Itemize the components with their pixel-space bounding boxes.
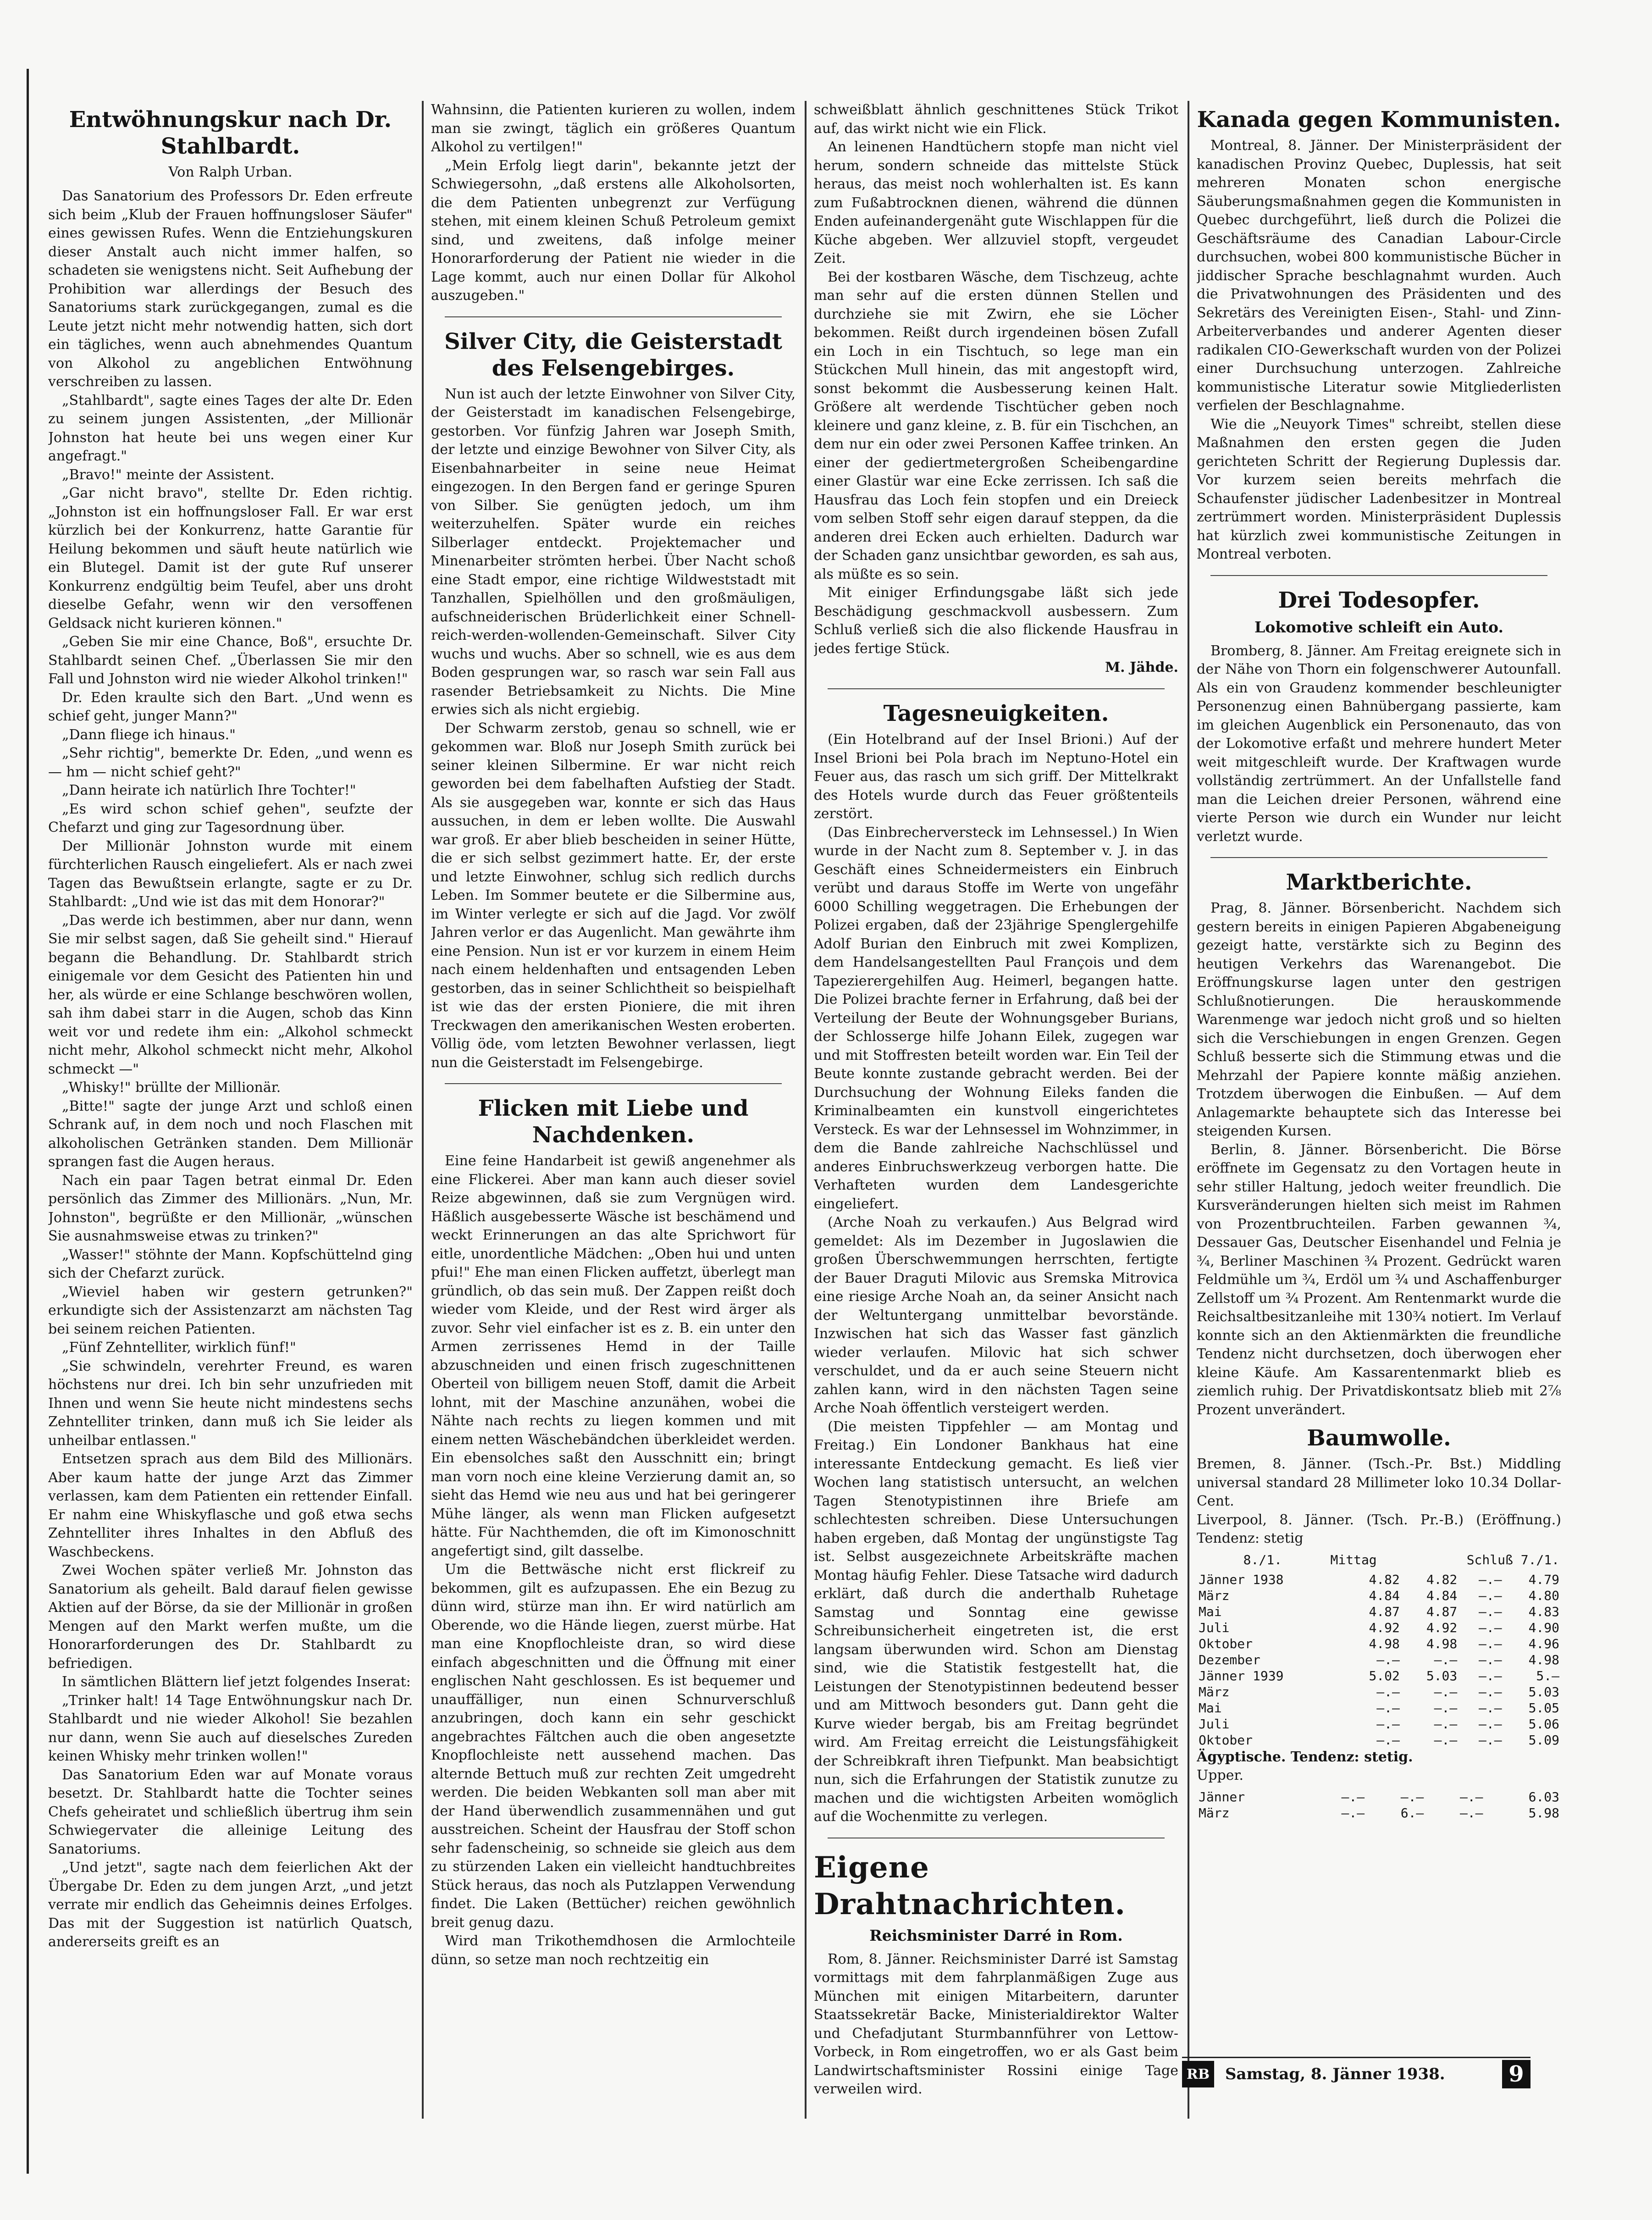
paragraph: „Wieviel haben wir gestern getrunken?" erkundigte sich der Assistenzarzt am nächsten Tag bei seinem reichen Patienten. (48, 1284, 413, 1337)
section-title: Marktberichte. (1286, 869, 1472, 895)
section-divider (1210, 575, 1547, 576)
paragraph: „Und jetzt", sagte nach dem feierlichen Akt der Übergabe Dr. Eden zu dem jungen Arzt, „und jetzt verrate mir endlich das Geheimnis deines Erfolges. Das mit der Suggestion ist natürlich Quatsch, andererseits greift es an (48, 1860, 413, 1950)
table-row (1197, 1789, 1561, 1805)
table-cell-value: —.— (1434, 1652, 1458, 1667)
article-title: Flicken mit Liebe und Nachdenken. (478, 1096, 749, 1148)
table-cell-label: März (1199, 1588, 1230, 1603)
table-cell-value: 5.03 (1426, 1668, 1458, 1683)
table-cell-value: 4.87 (1426, 1604, 1458, 1619)
cotton-price-table (1197, 1552, 1561, 1568)
table-cell-label: Jänner (1199, 1789, 1245, 1805)
table-cell-value: —.— (1376, 1652, 1400, 1667)
paragraph: „Trinker halt! 14 Tage Entwöhnungskur nach Dr. Stahlbardt und nie wieder Alkohol! Sie bezahlen nur dann, wenn Sie auch auf dieselsches Zureden keinen Whisky mehr trinken wollen!" (48, 1692, 413, 1764)
table-cell-value: 4.92 (1426, 1620, 1458, 1635)
table-cell-label: Oktober (1199, 1732, 1253, 1748)
paragraph: Bremen, 8. Jänner. (Tsch.-Pr. Bst.) Middling universal standard 28 Millimeter loko 10.34 Dollar-Cent. (1197, 1456, 1561, 1509)
paragraph: „Fünf Zehntelliter, wirklich fünf!" (62, 1340, 296, 1356)
paragraph: (Das Einbrecherversteck im Lehnsessel.) In Wien wurde in der Nacht zum 8. September v. J. in das Geschäft eines Schneidermeisters ein Einbruch verübt und daraus Stoffe im Werte von ungefähr 6000 Schilling weggetragen. Die Erhebungen der Polizei ergaben, daß der 23jährige Spenglergehilfe Adolf Burian den Einbruch mit zwei Komplizen, dem Handelsangestellten Paul François und dem Tapezierergehilfen Aug. Heimerl, begangen hatte. Die Polizei brachte ferner in Erfahrung, daß bei der Verteilung der Beute der Wohnungsgeber Burians, der Schlosserge hilfe Johann Eilek, zugegen war und mit Stoffresten beteilt worden war. Ein Teil der Beute konnte zustande gebracht werden. Bei der Durchsuchung der Wohnung Eileks fanden die Kriminalbeamten ein kunstvoll eingerichtetes Versteck. Es war der Lehnsessel im Wohnzimmer, in dem die Bande zahlreiche Nachschlüssel und anderes Einbruchswerkzeug verborgen hatte. Die Verhafteten wurden dem Landesgerichte eingeliefert. (814, 824, 1178, 1212)
section-title: Baumwolle. (1307, 1425, 1451, 1451)
table-cell-value: 4.96 (1528, 1636, 1559, 1651)
table-cell-value: 4.79 (1528, 1572, 1559, 1587)
paragraph: Dr. Eden kraulte sich den Bart. „Und wenn es schief geht, junger Mann?" (48, 689, 413, 724)
table-cell-value: —.— (1376, 1732, 1400, 1748)
paragraph: (Die meisten Tippfehler — am Montag und Freitag.) Ein Londoner Bankhaus hat eine interessante Entdeckung gemacht. Es ließ vier Wochen lang statistisch untersucht, an welchen Tagen Stenotypistinnen ihre Briefe am schlechtesten schreiben. Diese Untersuchungen haben ergeben, daß Montag der ungünstigste Tag ist. Selbst ausgezeichnete Arbeitskräfte machen Montag häufig Fehler. Diese Tatsache wird dadurch erklärt, daß durch die anderthalb Ruhetage Samstag und Sonntag eine gewisse Schreibunsicherheit eingetreten ist, die erst langsam überwunden wird. Schon am Dienstag sind, wie die Statistik festgestellt hat, die Leistungen der Stenotypistinnen bedeutend besser und am Mittwoch besonders gut. Dann geht die Kurve wieder bergab, bis am Freitag begründet wird. Am Freitag erreicht die Leistungsfähigkeit der Schreibkraft ihren Tiefpunkt. Man beabsichtigt nun, sich die Erfahrungen der Statistik zunutze zu machen und die wichtigsten Arbeiten womöglich auf die Wochenmitte zu verlegen. (814, 1418, 1178, 1825)
table-cell-value: 4.82 (1426, 1572, 1458, 1587)
table-cell-value: 4.87 (1369, 1604, 1400, 1619)
paragraph: Entsetzen sprach aus dem Bild des Millionärs. Aber kaum hatte der junge Arzt das Zimmer verlassen, kam dem Patienten ein rettender Einfall. Er nahm eine Whiskyflasche und goß etwa sechs Zehntelliter ihres Inhaltes in den Abfluß des Waschbeckens. (48, 1451, 413, 1560)
paragraph: Nach ein paar Tagen betrat einmal Dr. Eden persönlich das Zimmer des Millionärs. „Nun, Mr. Johnston", begrüßte er den Millionär, „wünschen Sie ausnahmsweise etwas zu trinken?" (48, 1172, 413, 1244)
table-cell-label: Jänner 1938 (1199, 1572, 1284, 1587)
table-row (1197, 1636, 1561, 1652)
cotton-price-rows (1197, 1572, 1561, 1748)
paragraph: Prag, 8. Jänner. Börsenbericht. Nachdem sich gestern bereits in einigen Papieren Abgabeneigung gezeigt hatte, verstärkte sich zu Beginn des heutigen Verkehrs das Warenangebot. Die Eröffnungskurse lagen unter den gestrigen Schlußnotierungen. Die herauskommende Warenmenge war jedoch nicht groß und so hielten sich die Verschiebungen in engen Grenzen. Gegen Schluß besserte sich die Stimmung etwas und die Mehrzahl der Papiere konnte mäßig anziehen. Trotzdem überwogen die Einbußen. — Auf dem Anlagemarkte behauptete sich das Interesse bei steigenden Kursen. (1197, 900, 1561, 1139)
table-cell-label: Oktober (1199, 1636, 1253, 1651)
paragraph: Liverpool, 8. Jänner. (Tsch. Pr.-B.) (Eröffnung.) Tendenz: stetig (1197, 1511, 1561, 1546)
table-cell-value: —.— (1479, 1652, 1502, 1667)
egypt-price-rows (1197, 1789, 1561, 1821)
column-4 (1197, 101, 1561, 2045)
table-row (1197, 1716, 1561, 1732)
table-row (1197, 1620, 1561, 1636)
column-2 (431, 101, 796, 2119)
paragraph: Der Schwarm zerstob, genau so schnell, wie er gekommen war. Bloß nur Joseph Smith zurück bei seiner kleinen Silbermine. Er war nicht reich geworden bei dem fabelhaften Aufstieg der Stadt. Als sie ausgegeben war, konnte er sich das Haus aussuchen, in dem er leben wollte. Die Auswahl war groß. Er aber blieb bescheiden in seiner Hütte, die er sich selbst gezimmert hatte. Er, der erste und letzte Einwohner, schlug sich redlich durchs Leben. Im Sommer beutete er die Silbermine aus, im Winter verlegte er sich auf die Jagd. Vor zwölf Jahren verlor er das Augenlicht. Man gewährte ihm eine Pension. Nun ist er vor kurzem in einem Heim nach einem heldenhaften und entsagenden Leben gestorben, das in seiner Schlichtheit so beispielhaft ist wie das der ersten Pioniere, die mit ihren Treckwagen den amerikanischen Westen eroberten. Völlig öde, vom letzten Bewohner verlassen, liegt nun die Geisterstadt im Felsengebirge. (431, 720, 796, 1071)
paragraph: Bromberg, 8. Jänner. Am Freitag ereignete sich in der Nähe von Thorn ein folgenschwerer Autounfall. Als ein von Graudenz kommender beschleunigter Personenzug einen Bahnübergang passierte, kam im gleichen Augenblick ein Personenauto, das von der Lokomotive erfaßt und mehrere hundert Meter weit mitgeschleift wurde. Der Kraftwagen wurde vollständig zertrümmert. An der Unfallstelle fand man die Leichen dreier Personen, während eine vierte Person wie durch ein Wunder nur leicht verletzt wurde. (1197, 642, 1561, 845)
article-title: Entwöhnungskur nach Dr. Stahlbardt. (69, 107, 392, 159)
table-row (1197, 1700, 1561, 1716)
table-cell-value: 5.02 (1369, 1668, 1400, 1683)
table-row (1197, 1668, 1561, 1684)
table-cell-value: 4.98 (1528, 1652, 1559, 1667)
table-cell-value: 4.83 (1528, 1604, 1559, 1619)
paragraph: Nun ist auch der letzte Einwohner von Silver City, der Geisterstadt im kanadischen Felsengebirge, gestorben. Vor fünfzig Jahren war Joseph Smith, der letzte und einzige Bewohner von Silver City, als Eisenbahnarbeiter in seine neue Heimat eingezogen. In den Bergen fand er geringe Spuren von Silber. Sie genügten jedoch, um ihm weiterzuhelfen. Später wurde ein reiches Silberlager entdeckt. Projektemacher und Minenarbeiter strömten herbei. Über Nacht schoß eine Stadt empor, eine richtige Wildweststadt mit Tanzhallen, Spielhöllen und den großmäuligen, aufschneiderischen Brüderlichkeit einer Schnell-reich-werden-wollenden-Gemeinschaft. Silver City wuchs und wuchs. Aber so schnell, wie es aus dem Boden gesprungen war, so rasch war sein Fall aus rasender Betriebsamkeit zu Nichts. Die Mine erwies sich als nicht ergiebig. (431, 386, 796, 718)
article-title: Drei Todesopfer. (1278, 587, 1480, 613)
table-cell-value: —.— (1479, 1716, 1502, 1732)
table-header: 8./1. (1243, 1552, 1282, 1567)
table-cell-value: —.— (1479, 1572, 1502, 1587)
table-cell-value: 5.09 (1528, 1732, 1559, 1748)
article-subtitle: Lokomotive schleift ein Auto. (1254, 618, 1503, 636)
newspaper-logo: RB (1182, 2061, 1214, 2087)
table-cell-value: 4.92 (1369, 1620, 1400, 1635)
paragraph: An leinenen Handtüchern stopfe man nicht viel herum, sondern schneide das mittelste Stück heraus, das meist noch wohlerhalten ist. Es kann zum Fußabtrocknen dienen, während die dünnen Enden aufeinandergenäht gute Wischlappen für die Küche abgeben. Wer allzuviel stopft, vergeudet Zeit. (814, 139, 1178, 266)
table-cell-value: 4.80 (1528, 1588, 1559, 1603)
table-cell-label: März (1199, 1684, 1230, 1700)
table-cell-label: Mai (1199, 1700, 1222, 1716)
paragraph: „Whisky!" brüllte der Millionär. (62, 1080, 281, 1096)
paragraph: Wird man Trikothemdhosen die Armlochteile dünn, so setze man noch rechtzeitig ein (431, 1933, 796, 1968)
column-1 (48, 101, 413, 2119)
table-cell-value: —.— (1479, 1732, 1502, 1748)
table-cell-value: —.— (1400, 1789, 1424, 1805)
paragraph: Wie die „Neuyork Times" schreibt, stellen diese Maßnahmen den ersten gegen die Juden gerichteten Schritt der Regierung Duplessis dar. Vor kurzem seien bereits mehrfach die Schaufenster jüdischer Ladenbesitzer in Montreal zertrümmert worden. Ministerpräsident Duplessis hat kürzlich zwei kommunistische Zeitungen in Montreal verboten. (1197, 416, 1561, 562)
paragraph: Rom, 8. Jänner. Reichsminister Darré ist Samstag vormittags mit dem fahrplanmäßigen Zuge aus München mit einigen Mitarbeitern, darunter Staatssekretär Backe, Ministerialdirektor Walter und Chefadjutant Sturmbannführer von Lettow-Vorbeck, in Rom eingetroffen, wo er als Gast beim Landwirtschaftsminister Rossini einige Tage verweilen wird. (814, 1951, 1178, 2097)
table-cell-value: 6.03 (1528, 1789, 1559, 1805)
column-divider (422, 101, 424, 2119)
column-3 (814, 101, 1178, 2119)
table-cell-value: —.— (1479, 1700, 1502, 1716)
page-footer (1182, 2057, 1530, 2090)
column-divider (805, 101, 807, 2119)
table-cell-value: —.— (1341, 1789, 1365, 1805)
author-signature: M. Jähde. (1105, 659, 1178, 675)
paragraph: Um die Bettwäsche nicht erst flickreif zu bekommen, gilt es aufzupassen. Ehe ein Bezug zu dünn wird, stürze man ihn. Er wird natürlich am Oberende, wo die Hände liegen, zuerst mürbe. Hat man eine Knopflochleiste dran, so wird diese einfach abgeschnitten und die Öffnung mit einer englischen Naht geschlossen. Es ist bequemer und unauffälliger, nun einen Schnurverschluß anzubringen, doch kann ein sehr geschickt angebrachtes Fältchen auch die oben angesetzte Knopflochleiste nett aussehend machen. Das alternde Bettuch muß zur rechten Zeit umgedreht werden. Die beiden Webkanten soll man aber mit der Hand überwendlich zusammennähen und gut ausstreichen. Scheint der Hausfrau der Stoff schon sehr fadenscheinig, so schneide sie gleich aus dem zu stürzenden Laken ein vielleicht handtuchbreites Stück heraus, das noch als Putzlappen Verwendung findet. Die Laken (Bettücher) reichen gewöhnlich breit genug dazu. (431, 1561, 796, 1931)
table-cell-value: —.— (1434, 1716, 1458, 1732)
paragraph: In sämtlichen Blättern lief jetzt folgendes Inserat: (62, 1674, 411, 1690)
table-row (1197, 1684, 1561, 1700)
column-divider (1188, 101, 1189, 2119)
table-cell-value: —.— (1479, 1684, 1502, 1700)
table-header: Mittag (1330, 1552, 1377, 1567)
table-cell-value: 4.98 (1426, 1636, 1458, 1651)
table-cell-value: 4.84 (1369, 1588, 1400, 1603)
section-divider (445, 1083, 782, 1084)
paragraph: Upper. (1197, 1767, 1244, 1783)
paragraph: Das Sanatorium Eden war auf Monate voraus besetzt. Dr. Stahlbardt hatte die Tochter seines Chefs geheiratet und schließlich übertrug ihm sein Schwiegervater die alleinige Leitung des Sanatoriums. (48, 1766, 413, 1857)
table-cell-value: 5.05 (1528, 1700, 1559, 1716)
article-title: Tagesneuigkeiten. (883, 701, 1109, 726)
paragraph: „Dann heirate ich natürlich Ihre Tochter!" (62, 782, 356, 798)
paragraph: Eine feine Handarbeit ist gewiß angenehmer als eine Flickerei. Aber man kann auch dieser soviel Reize abgewinnen, daß sie zum Vergnügen wird. Häßlich ausgebesserte Wäsche ist beschämend und weckt Erinnerungen an das alte Sprichwort für eitle, unordentliche Mädchen: „Oben hui und unten pfui!" Ehe man einen Flicken auffetzt, überlegt man gründlich, ob das sein muß. Der Zappen reißt doch wieder vom Kleide, und der Rest wird ärger als zuvor. Sehr viel einfacher ist es z. B. ein unter den Armen zerrissenes Hemd in der Taille abzuschneiden und einen frisch zugeschnittenen Oberteil von billigem neuen Stoff, damit die Arbeit lohnt, mit der Maschine anzunähen, wobei die Nähte nach rechts zu liegen kommen und mit einem netten Wäschebändchen überkleidet werden. Ein ebensolches saßt den Ausschnitt ein; bringt man vorn noch eine kleine Verzierung damit an, so sieht das Hemd wie neu aus und hat bei geringerer Mühe länger, als wenn man Flicken aufgesetzt hätte. Für Nachthemden, die oft im Kimonoschnitt angefertigt sind, gilt dasselbe. (431, 1153, 796, 1559)
paragraph: „Es wird schon schief gehen", seufzte der Chefarzt und ging zur Tagesordnung über. (48, 801, 413, 836)
table-cell-value: —.— (1434, 1700, 1458, 1716)
table-cell-value: —.— (1479, 1588, 1502, 1603)
table-row (1197, 1572, 1561, 1588)
table-cell-value: —.— (1479, 1620, 1502, 1635)
table-cell-value: 5.98 (1528, 1805, 1559, 1821)
paragraph: (Arche Noah zu verkaufen.) Aus Belgrad wird gemeldet: Als im Dezember in Jugoslawien die großen Überschwemmungen herrschten, fertigte der Bauer Draguti Milovic aus Sremska Mitrovica eine riesige Arche Noah an, da seiner Ansicht nach der Weltuntergang unmittelbar bevorstände. Inzwischen hat sich das Wasser fast gänzlich wieder verlaufen. Milovic hat sich schwer verschuldet, und da er auch seine Steuern nicht zahlen kann, wird in den nächsten Tagen seine Arche Noah öffentlich versteigert werden. (814, 1214, 1178, 1416)
table-row (1197, 1732, 1561, 1748)
table-cell-value: —.— (1434, 1684, 1458, 1700)
table-cell-value: —.— (1376, 1684, 1400, 1700)
table-cell-value: —.— (1376, 1716, 1400, 1732)
table-cell-value: —.— (1459, 1789, 1483, 1805)
section-divider (445, 316, 782, 317)
table-cell-value: 4.98 (1369, 1636, 1400, 1651)
paragraph: „Gar nicht bravo", stellte Dr. Eden richtig. „Johnston ist ein hoffnungsloser Fall. Er war erst kürzlich bei der Konkurrenz, hatte Garantie für Heilung bekommen und säuft heute natürlich wie ein Blutegel. Damit ist der gute Ruf unserer Konkurrenz endgültig beim Teufel, aber uns droht dieselbe Gefahr, wenn wir den versoffenen Geldsack nicht kurieren können." (48, 485, 413, 631)
paragraph: schweißblatt ähnlich geschnittenes Stück Trikot auf, das wirkt nicht wie ein Flick. (814, 102, 1178, 137)
table-cell-value: —.— (1434, 1732, 1458, 1748)
table-header: Schluß 7./1. (1466, 1552, 1559, 1567)
table-cell-label: Jänner 1939 (1199, 1668, 1284, 1683)
paragraph: „Mein Erfolg liegt darin", bekannte jetzt der Schwiegersohn, „daß erstens alle Alkoholsorten, die dem Patienten unbegrenzt zur Verfügung stehen, mit einem kleinen Schuß Petroleum gemixt sind, und zweitens, daß infolge meiner Honorarforderung der Patient nie wieder in die Lage kommt, auch nur einen Dollar für Alkohol auszugeben." (431, 157, 796, 304)
paragraph: Ägyptische. Tendenz: stetig. (1197, 1749, 1413, 1765)
table-header-row (1197, 1552, 1561, 1568)
article-title: Reichsminister Darré in Rom. (869, 1926, 1123, 1944)
table-row (1197, 1588, 1561, 1604)
paragraph: (Ein Hotelbrand auf der Insel Brioni.) Auf der Insel Brioni bei Pola brach im Neptuno-Hotel ein Feuer aus, das rasch um sich griff. Der Mittelkrakt des Hotels wurde durch das Feuer größtenteils zerstört. (814, 731, 1178, 822)
table-row (1197, 1604, 1561, 1620)
section-divider (1210, 857, 1547, 858)
paragraph: „Geben Sie mir eine Chance, Boß", ersuchte Dr. Stahlbardt seinen Chef. „Überlassen Sie mir den Fall und Johnston wird nie wieder Alkohol trinken!" (48, 634, 413, 687)
paragraph: „Das werde ich bestimmen, aber nur dann, wenn Sie mir selbst sagen, daß Sie geheilt sind." Hierauf begann die Behandlung. Dr. Stahlbardt strich einigemale vor dem Gesicht des Patienten hin und her, als würde er eine Schlange beschwören wollen, sah ihm dabei starr in die Augen, schob das Kinn weit vor und redete ihm ein: „Alkohol schmeckt nicht mehr, Alkohol schmeckt nicht mehr, Alkohol schmeckt —" (48, 912, 413, 1077)
paragraph: Berlin, 8. Jänner. Börsenbericht. Die Börse eröffnete im Gegensatz zu den Vortagen heute in sehr stiller Haltung, jedoch weiter freundlich. Die Kursveränderungen hielten sich meist im Rahmen von Prozentbruchteilen. Farben gewannen ¾, Dessauer Gas, Deutscher Eisenhandel und Felnia je ¾, Berliner Maschinen ¾ Prozent. Gedrückt waren Feldmühle um ¾, Erdöl um ¾ und Aschaffenburger Zellstoff um ¾ Prozent. Am Rentenmarkt wurde die Reichsaltbesitzanleihe mit 130¾ notiert. Im Verlauf konnte sich an den Aktienmärkten die freundliche Tendenz nicht durchsetzen, doch überwogen eher kleine Käufe. Am Kassarentenmarkt blieb es ziemlich ruhig. Der Privatdiskontsatz blieb mit 2⅞ Prozent unverändert. (1197, 1141, 1561, 1418)
table-cell-value: 6.— (1400, 1805, 1424, 1821)
table-cell-label: Juli (1199, 1716, 1230, 1732)
paragraph: „Bitte!" sagte der junge Arzt und schloß einen Schrank auf, in dem noch und noch Flaschen mit alkoholischen Getränken standen. Dem Millionär sprangen fast die Augen heraus. (48, 1098, 413, 1170)
paragraph: Montreal, 8. Jänner. Der Ministerpräsident der kanadischen Provinz Quebec, Duplessis, hat seit mehreren Monaten schon energische Säuberungsmaßnahmen gegen die Kommunisten in Quebec durchgeführt, ließ durch die Polizei die Geschäftsräume des Canadian Labour-Circle durchsuchen, wobei 800 kommunistische Bücher in jiddischer Sprache beschlagnahmt wurden. Auch die Privatwohnungen des Präsidenten und des Sekretärs des Vereinigten Eisen-, Stahl- und Zinn-Arbeiterverbandes und anderer Agenten dieser radikalen CIO-Gewerkschaft wurden von der Polizei einer Durchsuchung unterzogen. Zahlreiche kommunistische Literatur sowie Mitgliederlisten verfielen der Beschlagnahme. (1197, 138, 1561, 414)
table-header (1197, 1552, 1204, 1568)
paragraph: Mit einiger Erfindungsgabe läßt sich jede Beschädigung geschmackvoll ausbessern. Zum Schluß verließ sich die also flickende Hausfrau in jedes fertige Stück. (814, 585, 1178, 657)
table-cell-value: 4.82 (1369, 1572, 1400, 1587)
page-number: 9 (1502, 2060, 1530, 2088)
table-cell-label: Juli (1199, 1620, 1230, 1635)
table-cell-value: —.— (1341, 1805, 1365, 1821)
paragraph: Der Millionär Johnston wurde mit einem fürchterlichen Rausch eingeliefert. Als er nach zwei Tagen das Bewußtsein erlangte, sagte er zu Dr. Stahlbardt: „Und wie ist das mit dem Honorar?" (48, 838, 413, 910)
paragraph: „Bravo!" meinte der Assistent. (62, 466, 275, 483)
table-row (1197, 1805, 1561, 1821)
paragraph: „Dann fliege ich hinaus." (62, 726, 236, 743)
table-row (1197, 1652, 1561, 1668)
article-title: Kanada gegen Kommunisten. (1197, 107, 1561, 133)
paragraph: Bei der kostbaren Wäsche, dem Tischzeug, achte man sehr auf die ersten dünnen Stellen und durchziehe sie mit Zwirn, ehe sie Löcher bekommen. Reißt durch irgendeinen bösen Zufall ein Loch in ein Tischtuch, so lege man ein Stückchen Mull hinein, das mit angestopft wird, sonst bekommt die Ausbesserung keinen Halt. Größere alt werdende Tischtücher geben noch kleinere und ganz kleine, z. B. für ein Tischchen, an dem nur ein oder zwei Personen Kaffee trinken. An einer der gediertmetergroßen Scheibengardine einer Glastür war eine Ecke zerrissen. Ich saß die Hausfrau das Loch fein stopfen und ein Dreieck vom selben Stoff sehr eigen darauf steppen, da die anderen drei Ecken auch erhielten. Dadurch war der Schaden ganz unsichtbar geworden, es sah aus, als müßte es so sein. (814, 269, 1178, 582)
article-body (48, 187, 413, 1952)
table-cell-value: 4.84 (1426, 1588, 1458, 1603)
section-title: Eigene Drahtnachrichten. (814, 1850, 1126, 1921)
table-cell-value: —.— (1376, 1700, 1400, 1716)
article-title: Silver City, die Geisterstadt des Felsengebirges. (444, 328, 782, 381)
table-cell-value: —.— (1479, 1604, 1502, 1619)
paragraph: „Sehr richtig", bemerkte Dr. Eden, „und wenn es — hm — nicht schief geht?" (48, 745, 413, 780)
paragraph: Das Sanatorium des Professors Dr. Eden erfreute sich beim „Klub der Frauen hoffnungsloser Säufer" eines gewissen Rufes. Wenn die Entziehungskuren dieser Anstalt auch nicht immer halfen, so schadeten sie wenigstens nicht. Seit Aufhebung der Prohibition war allerdings der Besuch des Sanatoriums stark zurückgegangen, zumal es die Leute jetzt nicht mehr notwendig hatten, sich dort ein tägliches, wenn auch abnehmendes Quantum von Alkohol zu angeblichen Entwöhnung verschreiben zu lassen. (48, 188, 413, 390)
table-cell-value: —.— (1459, 1805, 1483, 1821)
paragraph: Zwei Wochen später verließ Mr. Johnston das Sanatorium als geheilt. Bald darauf fielen gewisse Aktien auf der Börse, da sie der Millionär in großen Mengen auf den Markt werfen mußte, um die Honorarforderungen des Dr. Stahlbardt zu befriedigen. (48, 1562, 413, 1672)
table-cell-value: 5.06 (1528, 1716, 1559, 1732)
issue-date: Samstag, 8. Jänner 1938. (1225, 2065, 1445, 2083)
section-divider (828, 688, 1165, 689)
table-cell-value: —.— (1479, 1636, 1502, 1651)
table-cell-label: März (1199, 1805, 1230, 1821)
table-cell-value: 5.03 (1528, 1684, 1559, 1700)
table-cell-label: Mai (1199, 1604, 1222, 1619)
table-cell-value: —.— (1479, 1668, 1502, 1683)
paragraph: „Stahlbardt", sagte eines Tages der alte Dr. Eden zu seinem jungen Assistenten, „der Millionär Johnston hat heute bei uns wegen einer Kur angefragt." (48, 392, 413, 464)
byline: Von Ralph Urban. (168, 164, 293, 180)
table-cell-label: Dezember (1199, 1652, 1260, 1667)
table-cell-value: 5.— (1536, 1668, 1559, 1683)
paragraph: Wahnsinn, die Patienten kurieren zu wollen, indem man sie zwingt, täglich ein größeres Quantum Alkohol zu vertilgen!" (431, 102, 796, 155)
table-cell-value: 4.90 (1528, 1620, 1559, 1635)
paragraph: „Sie schwindeln, verehrter Freund, es waren höchstens nur drei. Ich bin sehr unzufrieden mit Ihnen und wenn Sie heute nicht mindestens sechs Zehntelliter trinken, dann muß ich Sie leider als unheilbar entlassen." (48, 1358, 413, 1449)
paragraph: „Wasser!" stöhnte der Mann. Kopfschüttelnd ging sich der Chefarzt zurück. (48, 1246, 413, 1281)
